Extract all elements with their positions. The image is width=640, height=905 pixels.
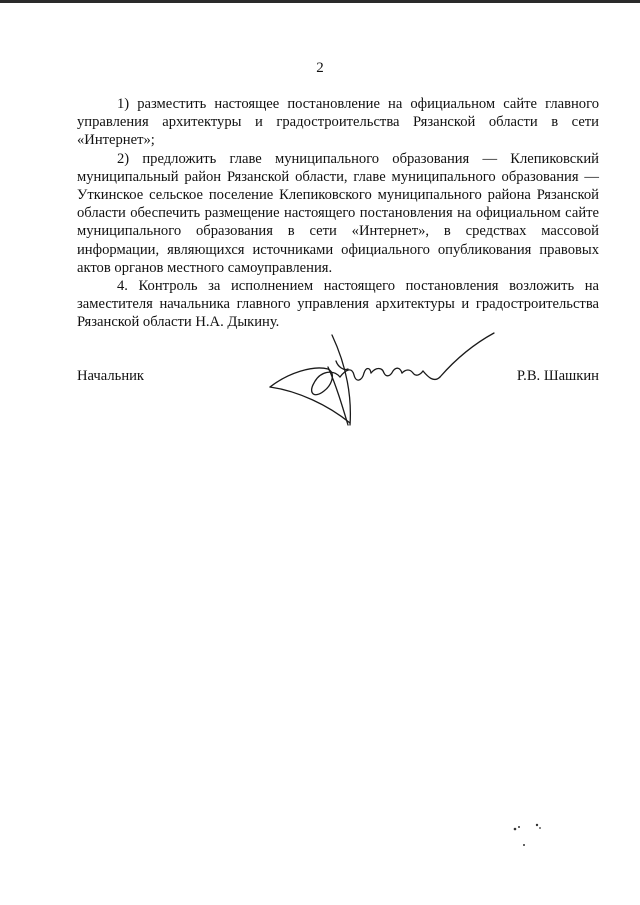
top-edge-rule [0,0,640,3]
paragraph-control: 4. Контроль за исполнением настоящего постановления возложить на заместителя начальника главного управления архитектуры и градостроительства Рязанской области Н.А. Дыкину. [77,278,599,331]
paragraph-municipal-publication: 2) предложить главе муниципального образования — Клепиковский муниципальный район Рязанской области, главе муниципального образования — Уткинское сельское поселение Клепиковского муниципального района Рязанской области обеспечить размещение настоящего постановления на официальном сайте муниципального образования в сети «Интернет», в средствах массовой информации, являющихся источниками официального опубликования правовых актов органов местного самоуправления. [77,150,599,276]
signature-block [77,368,599,428]
signatory-name: Р.В. Шашкин [516,368,599,384]
document-body [77,95,599,332]
signatory-title: Начальник [77,368,145,384]
scan-specks [505,815,555,855]
page-number: 2 [316,60,324,76]
paragraph-publish-site: 1) разместить настоящее постановление на официальном сайте главного управления архитектуры и градостроительства Рязанской области в сети «Интернет»; [77,96,599,149]
